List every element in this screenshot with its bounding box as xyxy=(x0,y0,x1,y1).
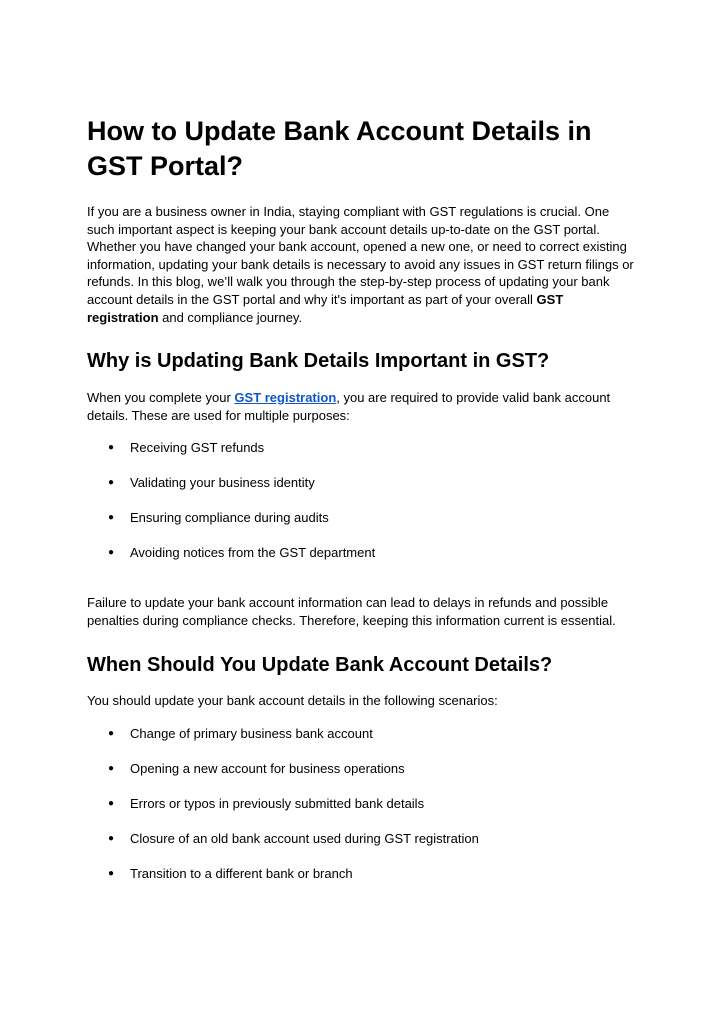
bullet-icon: ● xyxy=(108,798,115,809)
intro-text-end: and compliance journey. xyxy=(158,309,303,325)
section-heading-when: When Should You Update Bank Account Details? xyxy=(87,654,553,676)
list-item xyxy=(87,509,635,526)
bullet-icon: ● xyxy=(108,868,115,879)
gst-registration-link[interactable]: GST registration xyxy=(234,390,337,405)
list-item-text: Transition to a different bank or branch xyxy=(130,866,353,881)
list-item xyxy=(87,760,635,777)
list-item xyxy=(87,439,635,456)
why-bullet-list xyxy=(87,439,635,579)
bullet-icon: ● xyxy=(108,728,115,739)
bullet-icon: ● xyxy=(108,547,115,558)
failure-paragraph: Failure to update your bank account information can lead to delays in refunds and possible penalties during compliance checks. Therefore, keeping this information current is essential. xyxy=(87,595,616,628)
why-text-start: When you complete your xyxy=(87,390,235,405)
list-item-text: Avoiding notices from the GST department xyxy=(130,545,376,560)
list-item xyxy=(87,795,635,812)
intro-bold-gst-registration: GST registration xyxy=(87,291,564,325)
bullet-icon: ● xyxy=(108,512,115,523)
list-item xyxy=(87,474,635,491)
list-item xyxy=(87,544,635,561)
list-item-text: Errors or typos in previously submitted bank details xyxy=(130,796,425,811)
list-item xyxy=(87,830,635,847)
list-item-text: Opening a new account for business operations xyxy=(130,761,405,776)
bullet-icon: ● xyxy=(108,833,115,844)
list-item-text: Ensuring compliance during audits xyxy=(130,510,329,525)
list-item-text: Closure of an old bank account used during GST registration xyxy=(130,831,479,846)
section-heading-why: Why is Updating Bank Details Important in GST? xyxy=(87,350,550,372)
intro-paragraph xyxy=(87,203,635,326)
page-title: How to Update Bank Account Details in GST Portal? xyxy=(87,116,592,181)
why-paragraph xyxy=(87,389,635,424)
list-item-text: Change of primary business bank account xyxy=(130,726,373,741)
bullet-icon: ● xyxy=(108,763,115,774)
list-item-text: Validating your business identity xyxy=(130,475,315,490)
list-item-text: Receiving GST refunds xyxy=(130,440,265,455)
bullet-icon: ● xyxy=(108,477,115,488)
why-text-end: , you are required to provide valid bank account details. These are used for multiple purposes: xyxy=(87,390,611,423)
intro-text: If you are a business owner in India, staying compliant with GST regulations is crucial. One such important aspect is keeping your bank account details up-to-date on the GST portal. Whether you have changed your bank account, opened a new one, or need to correct existing information, updating your bank details is necessary to avoid any issues in GST return filings or refunds. In this blog, we’ll walk you through the step-by-step process of updating your bank account details in the GST portal and why it's important as part of your overall xyxy=(87,204,634,307)
when-paragraph: You should update your bank account details in the following scenarios: xyxy=(87,693,498,708)
list-item xyxy=(87,725,635,742)
list-item xyxy=(87,865,635,882)
bullet-icon: ● xyxy=(108,442,115,453)
when-bullet-list xyxy=(87,725,635,900)
